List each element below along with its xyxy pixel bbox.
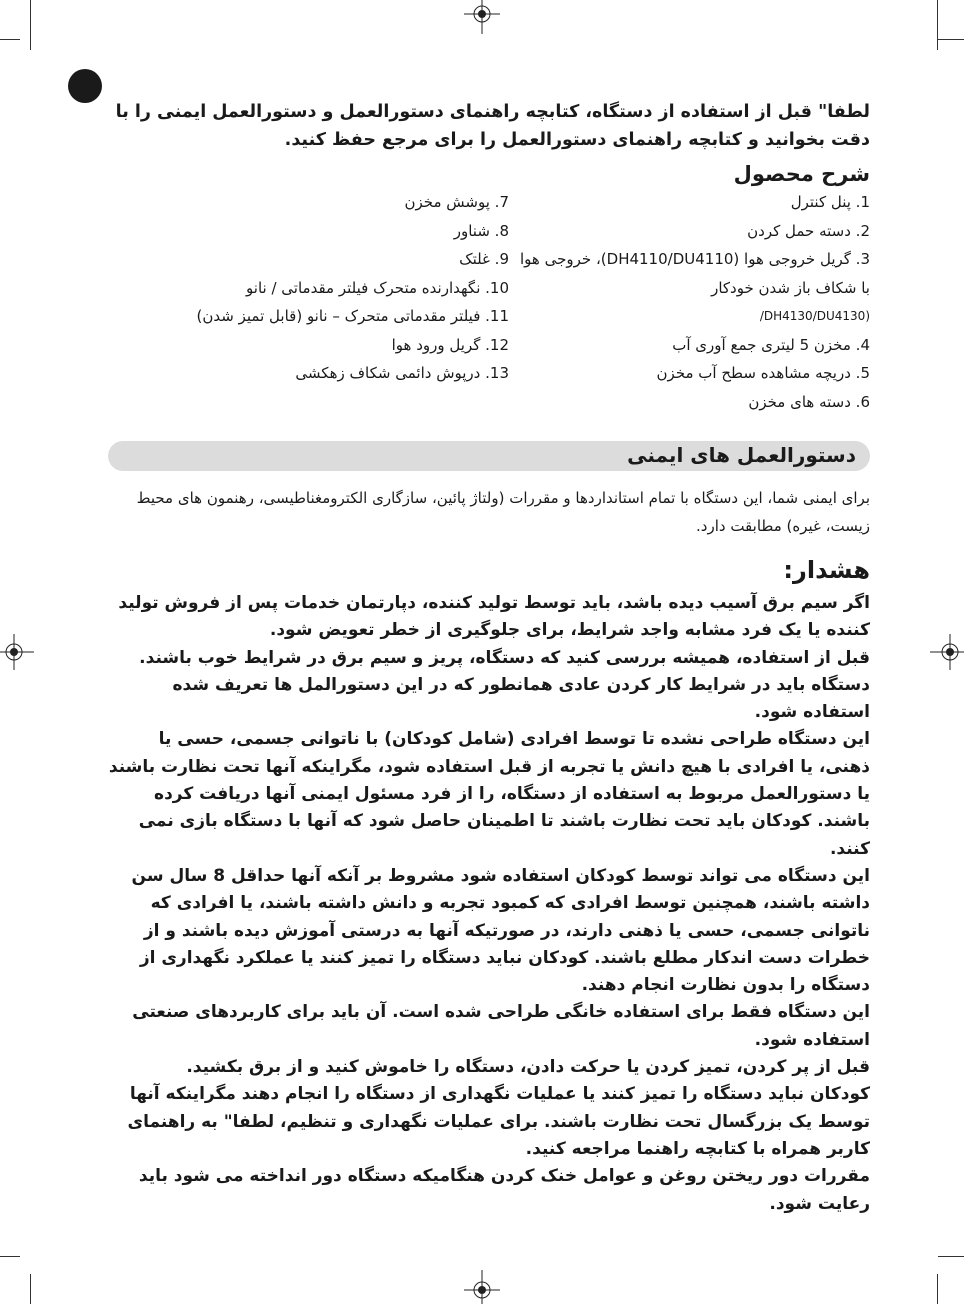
crop-mark xyxy=(938,39,964,40)
list-item: 3. گریل خروجی هوا (DH4110/DU4110)، خروجی هوا xyxy=(520,250,870,268)
parts-title: شرح محصول xyxy=(733,162,870,186)
crop-mark xyxy=(938,1256,964,1257)
list-item: 8. شناور xyxy=(453,221,509,240)
crop-mark xyxy=(30,1274,31,1304)
crop-mark xyxy=(937,0,938,50)
parts-list-right xyxy=(520,188,870,416)
crop-mark xyxy=(0,1256,20,1257)
list-item: 12. گریل ورود هوا xyxy=(391,335,509,354)
crop-mark xyxy=(30,0,31,50)
list-item: 10. نگهدارنده متحرک فیلتر مقدماتی / نانو xyxy=(246,278,509,297)
list-item: 13. درپوش دائمی شکاف زهکشی xyxy=(295,364,509,382)
registration-mark-icon xyxy=(460,1270,504,1304)
registration-mark-icon xyxy=(460,0,504,34)
parts-list-left xyxy=(149,188,509,388)
warning-title: هشدار: xyxy=(783,556,870,584)
list-item: با شکاف باز شدن خودکار xyxy=(711,278,870,297)
warnings-body xyxy=(108,590,870,1218)
warning-item: قبل از پر کردن، تمیز کردن یا حرکت دادن، دستگاه را خاموش کنید و از برق بکشید. xyxy=(186,1057,870,1078)
warning-item: مقررات دور ریختن روغن و عوامل خنک کردن هنگامیکه دستگاه دور انداخته می شود باید رعایت شود. xyxy=(138,1166,870,1214)
intro-paragraph: لطفا" قبل از استفاده از دستگاه، کتابچه راهنمای دستورالعمل و دستورالعمل ایمنی را با دقت بخوانید و کتابچه راهنمای دستورالعمل را برای مرجع حفظ کنید. xyxy=(115,102,870,150)
warning-item: دستگاه باید در شرایط کار کردن عادی همانطور که در این دستورالمل ها تعریف شده استفاده شود. xyxy=(172,674,870,723)
list-item: 6. دسته های مخزن xyxy=(748,392,870,411)
crop-mark xyxy=(0,39,20,40)
warning-item: این دستگاه طراحی نشده تا توسط افرادی (شامل کودکان) با ناتوانی جسمی، حسی یا ذهنی، یا افرادی با هیچ دانش یا تجربه از قبل استفاده شود، مگراینکه آنها تحت نظارت باشند یا دستورالعمل مربوط به استفاده از دستگاه، را از فرد مسئول ایمنی آنها دریافت کرده باشند. کودکان باید تحت نظارت باشند تا اطمینان حاصل شود که آنها با دستگاه بازی نمی کنند. xyxy=(108,729,870,859)
warning-item: قبل از استفاده، همیشه بررسی کنید که دستگاه، پریز و سیم برق در شرایط خوب باشند. xyxy=(139,647,870,668)
list-item: 5. دریچه مشاهده سطح آب مخزن xyxy=(656,364,870,382)
crop-mark xyxy=(937,1274,938,1304)
list-item: 9. غلتک xyxy=(459,250,509,268)
warning-item: این دستگاه فقط برای استفاده خانگی طراحی شده است. آن باید برای کاربردهای صنعتی استفاده شود. xyxy=(132,1002,870,1050)
page-marker-dot xyxy=(68,69,102,103)
safety-section-banner xyxy=(108,441,870,471)
list-item: (DH4130/DU4130/ xyxy=(759,309,870,323)
list-item: 1. پنل کنترل xyxy=(790,193,870,211)
list-item: 11. فیلتر مقدماتی متحرک – نانو (قابل تمیز شدن) xyxy=(196,307,509,325)
warning-item: این دستگاه می تواند توسط کودکان استفاده شود مشروط بر آنکه آنها حداقل 8 سال سن داشته باشند، همچنین توسط افرادی که کمبود تجربه و دانش داشته باشند، یا افرادی که ناتوانی جسمی، حسی یا ذهنی دارند، در صورتیکه آنها به درستی آموزش دیده باشند و از خطرات دست اندکار مطلع باشند. کودکان نباید دستگاه را تمیز کنند یا عملکرد نگهداری از دستگاه را بدون نظارت انجام دهند. xyxy=(131,865,870,996)
list-item: 7. پوشش مخزن xyxy=(404,193,509,211)
registration-mark-icon xyxy=(0,630,34,674)
list-item: 2. دسته حمل کردن xyxy=(747,221,870,240)
registration-mark-icon xyxy=(930,630,964,674)
warning-item: اگر سیم برق آسیب دیده باشد، باید توسط تولید کننده، دپارتمان خدمات پس از فروش تولید کننده یا یک فرد مشابه واجد شرایط، برای جلوگیری از خطر تعویض شود. xyxy=(118,593,870,641)
list-item: 4. مخزن 5 لیتری جمع آوری آب xyxy=(672,335,870,354)
safety-paragraph: برای ایمنی شما، این دستگاه با تمام استانداردها و مقررات (ولتاژ پائین، سازگاری الکترومغناطیسی، رهنمون های محیط زیست، غیره) مطابقت دارد. xyxy=(136,489,870,535)
warning-item: کودکان نباید دستگاه را تمیز کنند یا عملیات نگهداری از دستگاه را انجام دهند مگراینکه آنها توسط یک بزرگسال تحت نظارت باشند. برای عملیات نگهداری و تنظیم، لطفا" به راهنمای کاربر همراه با کتابچه راهنما مراجعه کنید. xyxy=(127,1084,870,1159)
safety-title: دستورالعمل های ایمنی xyxy=(627,443,856,467)
